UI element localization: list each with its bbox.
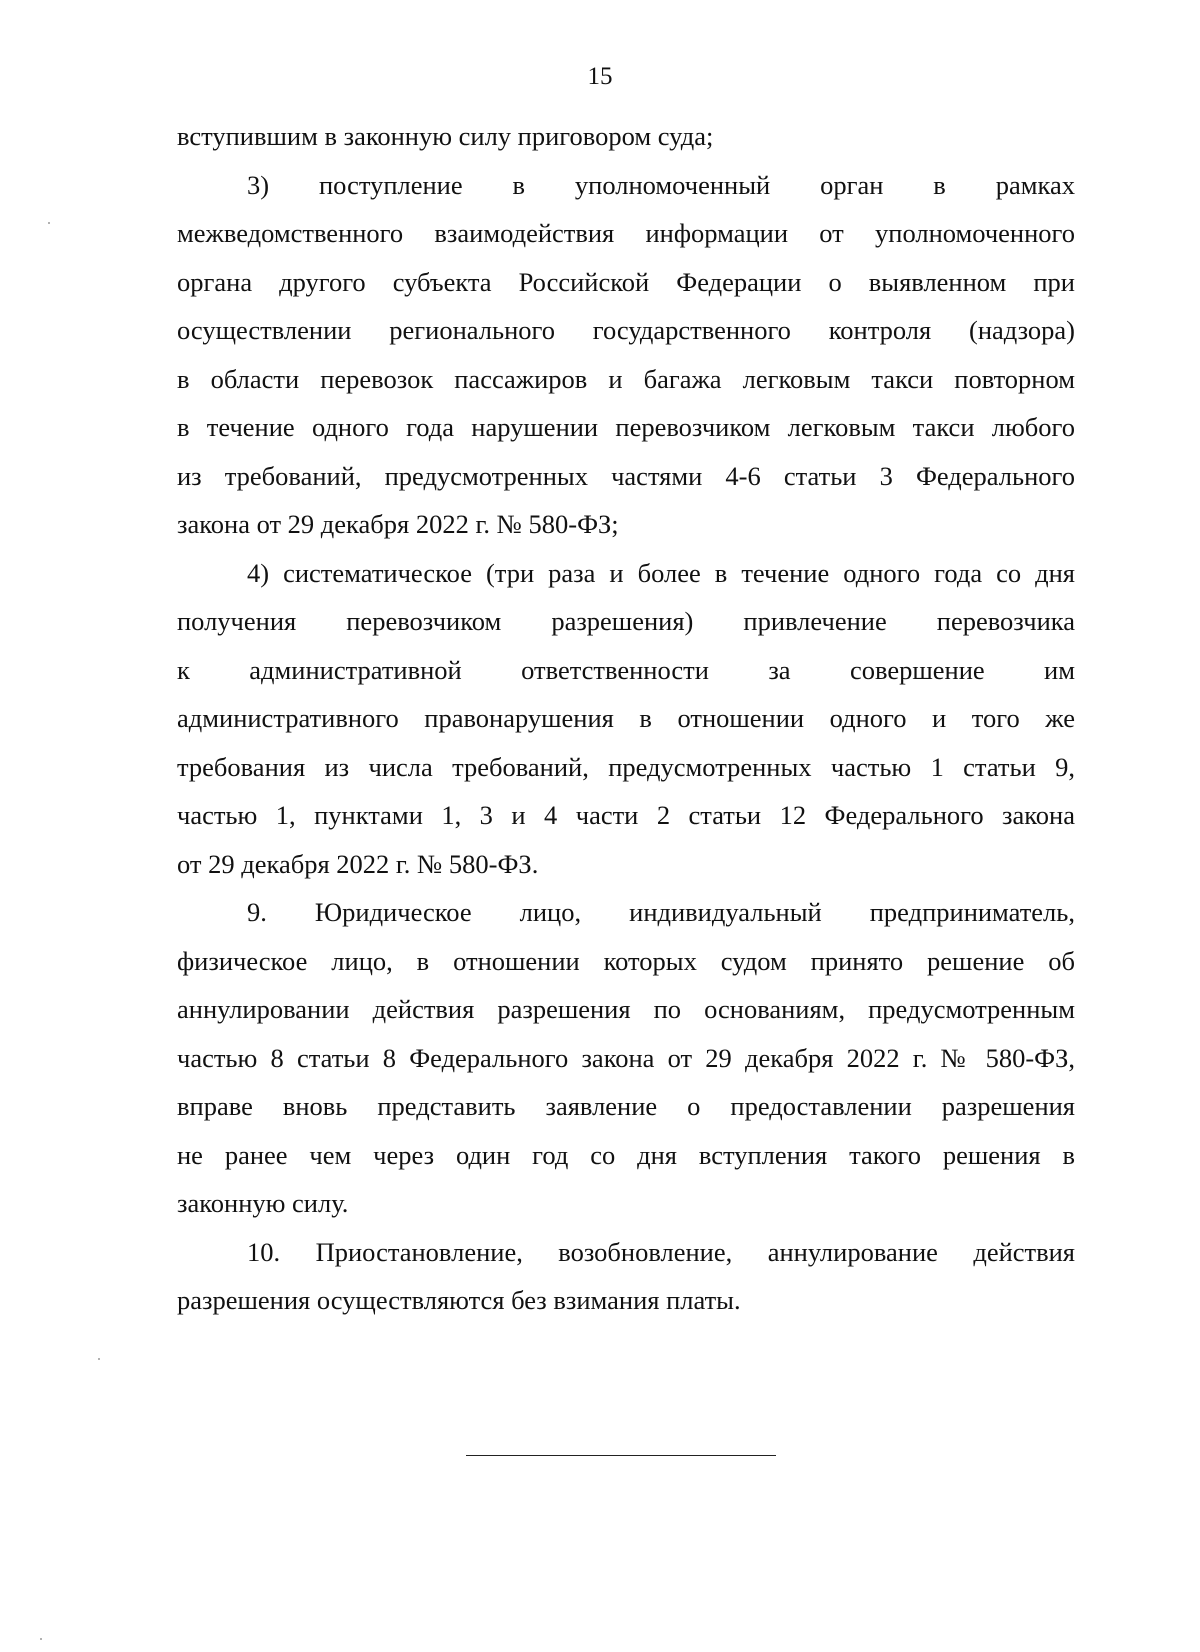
paragraph-continuation xyxy=(177,112,1075,161)
text-line: к административной ответственности за совершение им xyxy=(177,654,1075,685)
text-line: аннулировании действия разрешения по основаниям, предусмотренным xyxy=(177,994,1075,1024)
text-line: не ранее чем через один год со дня вступления такого решения в xyxy=(177,1139,1075,1170)
text-line: административного правонарушения в отношении одного и того же xyxy=(177,703,1075,733)
paragraph-item-3 xyxy=(177,161,1075,549)
text-line: частью 8 статьи 8 Федерального закона от 29 декабря 2022 г. № 580-ФЗ, xyxy=(177,1042,1075,1073)
text-line: вправе вновь представить заявление о предоставлении разрешения xyxy=(177,1091,1075,1121)
text-line: 9. Юридическое лицо, индивидуальный предприниматель, xyxy=(247,897,1075,927)
text-line: физическое лицо, в отношении которых судом принято решение об xyxy=(177,945,1075,976)
text-line: осуществлении регионального государственного контроля (надзора) xyxy=(177,315,1075,345)
text-line: закона от 29 декабря 2022 г. № 580-ФЗ; xyxy=(177,509,619,539)
text-line: в области перевозок пассажиров и багажа легковым такси повторном xyxy=(177,363,1075,394)
text-line: от 29 декабря 2022 г. № 580-ФЗ. xyxy=(177,848,539,879)
scan-speck xyxy=(40,1638,42,1640)
text-line: органа другого субъекта Российской Федерации о выявленном при xyxy=(177,266,1075,297)
paragraph-item-4 xyxy=(177,549,1075,889)
text-line: получения перевозчиком разрешения) привлечение перевозчика xyxy=(177,606,1075,636)
text-line: из требований, предусмотренных частями 4-6 статьи 3 Федерального xyxy=(177,460,1075,491)
document-body xyxy=(177,112,1075,1325)
text-line: 4) систематическое (три раза и более в течение одного года со дня xyxy=(247,557,1075,588)
text-line: частью 1, пунктами 1, 3 и 4 части 2 статьи 12 Федерального закона xyxy=(177,800,1075,830)
paragraph-point-9 xyxy=(177,888,1075,1228)
page-number: 15 xyxy=(587,63,613,90)
text-line: требования из числа требований, предусмотренных частью 1 статьи 9, xyxy=(177,751,1075,782)
end-of-document-rule xyxy=(466,1455,776,1456)
text-line: разрешения осуществляются без взимания платы. xyxy=(177,1285,741,1315)
text-line: в течение одного года нарушении перевозчиком легковым такси любого xyxy=(177,412,1075,442)
text-line: законную силу. xyxy=(177,1188,349,1218)
text-line: вступившим в законную силу приговором суда; xyxy=(177,121,714,151)
scan-speck xyxy=(98,1358,100,1360)
paragraph-point-10 xyxy=(177,1228,1075,1325)
text-line: 10. Приостановление, возобновление, аннулирование действия xyxy=(247,1236,1075,1267)
text-line: межведомственного взаимодействия информации от уполномоченного xyxy=(177,218,1075,248)
text-line: 3) поступление в уполномоченный орган в рамках xyxy=(247,169,1075,200)
scan-speck xyxy=(48,222,50,224)
